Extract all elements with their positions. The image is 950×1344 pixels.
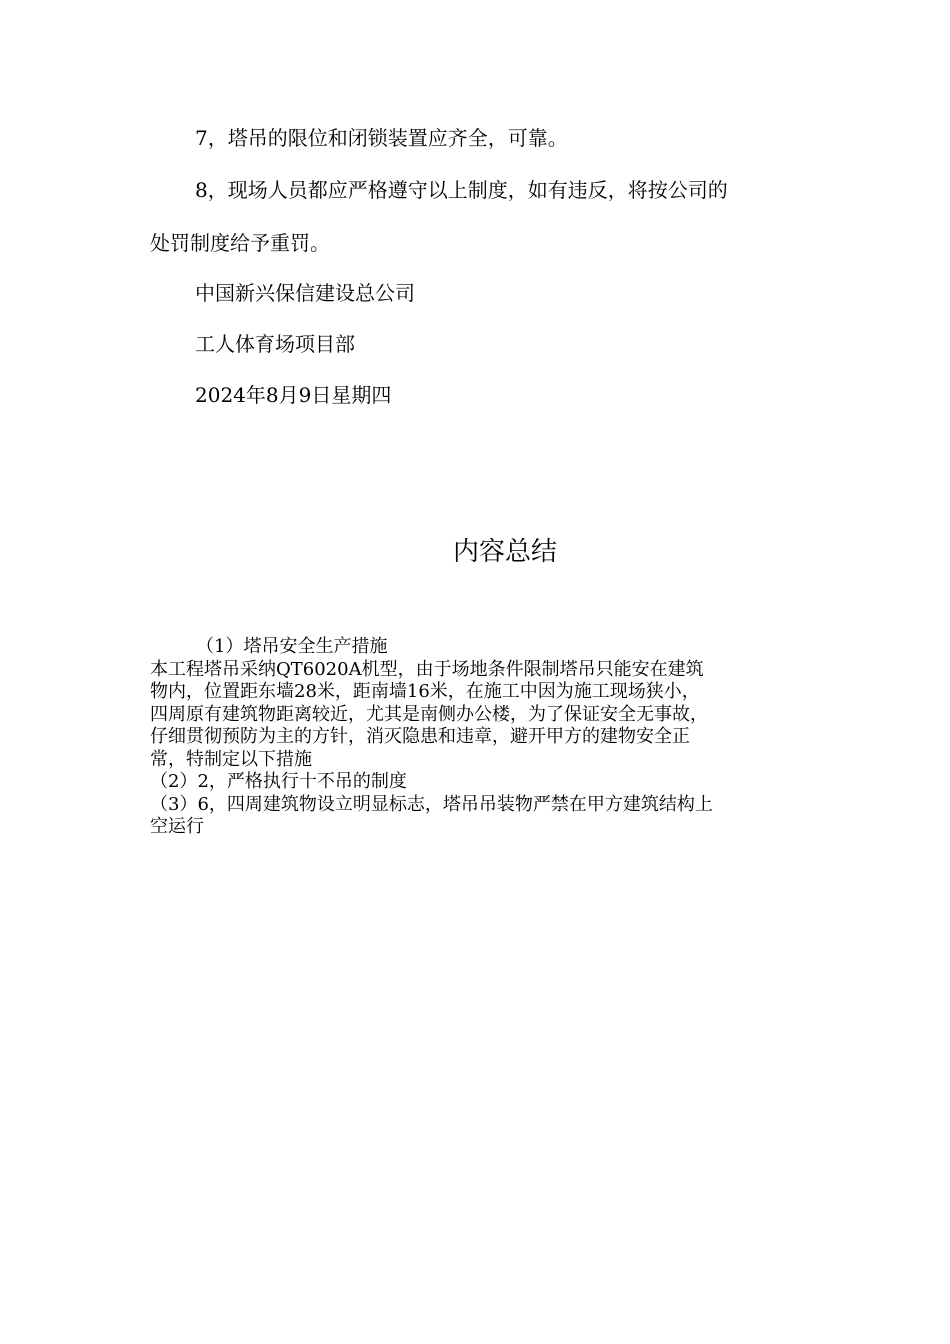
summary-line: 常，特制定以下措施 <box>150 748 312 770</box>
summary-title: 内容总结 <box>452 537 557 567</box>
signature-company: 中国新兴保信建设总公司 <box>195 281 415 305</box>
summary-line: （2）2，严格执行十不吊的制度 <box>150 771 407 792</box>
summary-line: （1）塔吊安全生产措施 <box>196 636 388 657</box>
summary-line: （3）6，四周建筑物设立明显标志，塔吊吊装物严禁在甲方建筑结构上 <box>150 793 713 815</box>
summary-line: 四周原有建筑物距离较近，尤其是南侧办公楼，为了保证安全无事故， <box>150 703 708 725</box>
summary-line: 物内，位置距东墙28米，距南墙16米，在施工中因为施工现场狭小， <box>150 681 700 702</box>
paragraph-rule-8: 8，现场人员都应严格遵守以上制度，如有违反，将按公司的 <box>195 178 728 202</box>
paragraph-rule-7: 7，塔吊的限位和闭锁装置应齐全，可靠。 <box>195 126 568 150</box>
signature-department: 工人体育场项目部 <box>195 332 355 356</box>
paragraph-rule-8-continued: 处罚制度给予重罚。 <box>150 231 330 255</box>
summary-line: 仔细贯彻预防为主的方针，消灭隐患和违章，避开甲方的建物安全正 <box>150 726 690 747</box>
signature-date: 2024年8月9日星期四 <box>195 383 392 407</box>
summary-line: 本工程塔吊采纳QT6020A机型，由于场地条件限制塔吊只能安在建筑 <box>150 658 704 680</box>
summary-body <box>150 636 810 839</box>
summary-line: 空运行 <box>150 816 204 837</box>
